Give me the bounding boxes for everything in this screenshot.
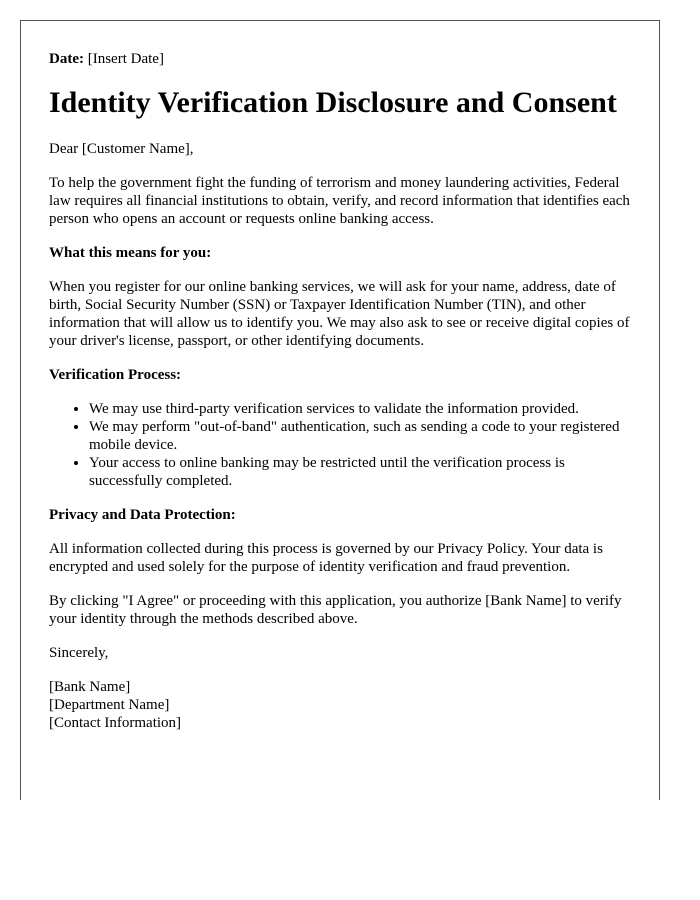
section-body-privacy: All information collected during this process is governed by our Privacy Policy. Your data is encrypted and used solely for the purpose of identity verification and fraud prevention. [49,541,603,575]
closing: Sincerely, [49,645,109,661]
section-heading-what-this-means: What this means for you: [49,245,212,261]
list-item: • We may use third-party verification services to validate the information provided. [89,400,631,418]
date-line [49,50,631,68]
greeting: Dear [Customer Name], [49,141,194,157]
signature-bank-name: [Bank Name] [49,679,131,695]
section-body-what-this-means: When you register for our online banking services, we will ask for your name, address, date of birth, Social Security Number (SSN) or Taxpayer Identification Number (TIN), and other information that will allow us to identify you. We may also ask to see or receive digital copies of your driver's license, passport, or other identifying documents. [49,279,630,349]
date-label: Date: [49,51,84,67]
list-item: • Your access to online banking may be restricted until the verification process is successfully completed. [89,454,631,490]
date-value: [Insert Date] [87,51,164,67]
signature-contact-info: [Contact Information] [49,715,182,731]
signature-department-name: [Department Name] [49,697,170,713]
consent-paragraph: By clicking "I Agree" or proceeding with this application, you authorize [Bank Name] to verify your identity through the methods described above. [49,593,622,627]
section-heading-privacy: Privacy and Data Protection: [49,507,236,523]
letter-page [20,20,660,800]
section-heading-verification-process: Verification Process: [49,367,182,383]
signature-block [49,678,631,732]
verification-process-list [49,400,631,490]
intro-paragraph: To help the government fight the funding of terrorism and money laundering activities, Federal law requires all financial institutions to obtain, verify, and record information that identifies each person who opens an account or requests online banking access. [49,175,630,227]
letter-title: Identity Verification Disclosure and Consent [49,86,617,119]
list-item: • We may perform "out-of-band" authentication, such as sending a code to your registered mobile device. [89,418,631,454]
